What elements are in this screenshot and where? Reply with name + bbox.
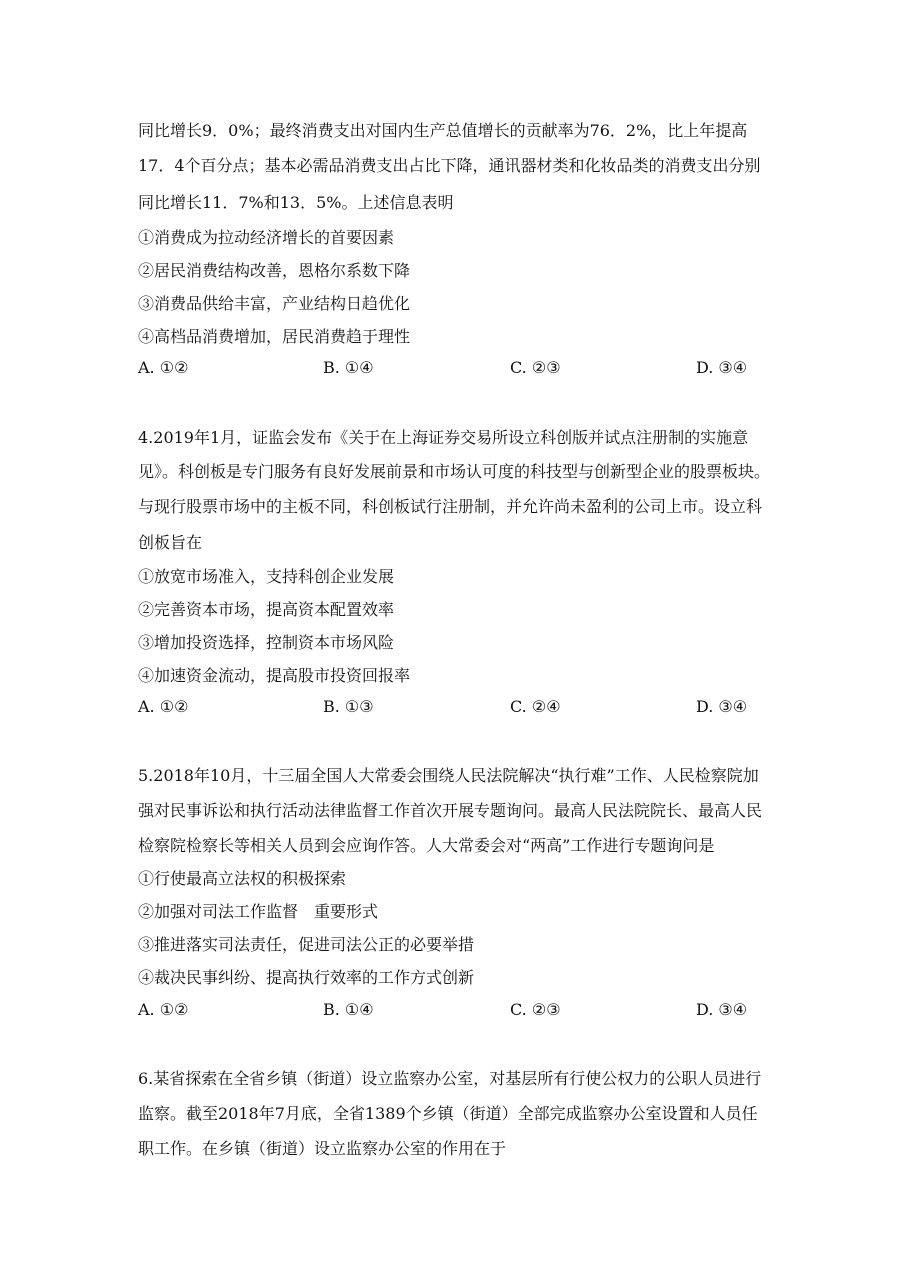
q5-stem-line-1: 5.2018年10月，十三届全国人大常委会围绕人民法院解决“执行难”工作、人民检察院加	[138, 766, 759, 785]
q4-option-c: C. ②④	[510, 697, 561, 716]
q3-option-c: C. ②③	[510, 358, 561, 377]
q3-statement-3: ③消费品供给丰富，产业结构日趋优化	[138, 294, 411, 313]
q6-stem-line-1: 6.某省探索在全省乡镇（街道）设立监察办公室，对基层所有行使公权力的公职人员进行	[138, 1069, 762, 1088]
q3-option-d: D. ③④	[696, 358, 748, 377]
q4-stem-line-2: 见》。科创板是专门服务有良好发展前景和市场认可度的科技型与创新型企业的股票板块。	[138, 462, 771, 481]
q4-option-a: A. ①②	[138, 697, 189, 716]
q3-option-b: B. ①④	[323, 358, 374, 377]
q4-option-d: D. ③④	[696, 697, 748, 716]
q3-statement-2: ②居民消费结构改善，恩格尔系数下降	[138, 261, 411, 280]
q3-stem-line-3: 同比增长11．7%和13．5%。上述信息表明	[138, 193, 454, 212]
q3-statement-4: ④高档品消费增加，居民消费趋于理性	[138, 327, 411, 346]
q5-stem-line-3: 检察院检察长等相关人员到会应询作答。人大常委会对“两高”工作进行专题询问是	[138, 836, 715, 855]
q4-stem-line-1: 4.2019年1月，证监会发布《关于在上海证券交易所设立科创版并试点注册制的实施意	[138, 428, 749, 447]
q4-statement-4: ④加速资金流动，提高股市投资回报率	[138, 666, 411, 685]
q5-option-c: C. ②③	[510, 1000, 561, 1019]
q4-stem-line-4: 创板旨在	[138, 533, 203, 552]
q5-stem-line-2: 强对民事诉讼和执行活动法律监督工作首次开展专题询问。最高人民法院院长、最高人民	[138, 801, 763, 820]
q5-statement-4: ④裁决民事纠纷、提高执行效率的工作方式创新	[138, 968, 475, 987]
q5-statement-1: ①行使最高立法权的积极探索	[138, 869, 347, 888]
q5-option-d: D. ③④	[696, 1000, 748, 1019]
q4-statement-1: ①放宽市场准入，支持科创企业发展	[138, 567, 395, 586]
q5-statement-3: ③推进落实司法责任，促进司法公正的必要举措	[138, 935, 475, 954]
q4-stem-line-3: 与现行股票市场中的主板不同，科创板试行注册制，并允许尚未盈利的公司上市。设立科	[138, 497, 763, 516]
q4-statement-3: ③增加投资选择，控制资本市场风险	[138, 633, 395, 652]
q4-statement-2: ②完善资本市场，提高资本配置效率	[138, 600, 395, 619]
q4-option-b: B. ①③	[323, 697, 374, 716]
q3-statement-1: ①消费成为拉动经济增长的首要因素	[138, 228, 395, 247]
q6-stem-line-2: 监察。截至2018年7月底，全省1389个乡镇（街道）全部完成监察办公室设置和人员任	[138, 1104, 758, 1123]
q3-option-a: A. ①②	[138, 358, 189, 377]
q6-stem-line-3: 职工作。在乡镇（街道）设立监察办公室的作用在于	[138, 1139, 507, 1158]
q3-stem-line-1: 同比增长9．0%；最终消费支出对国内生产总值增长的贡献率为76．2%，比上年提高	[138, 121, 748, 140]
q3-stem-line-2: 17．4个百分点；基本必需品消费支出占比下降，通讯器材类和化妆品类的消费支出分别	[138, 156, 761, 175]
q5-statement-2: ②加强对司法工作监督 重要形式	[138, 902, 379, 921]
q5-option-a: A. ①②	[138, 1000, 189, 1019]
q5-option-b: B. ①④	[323, 1000, 374, 1019]
